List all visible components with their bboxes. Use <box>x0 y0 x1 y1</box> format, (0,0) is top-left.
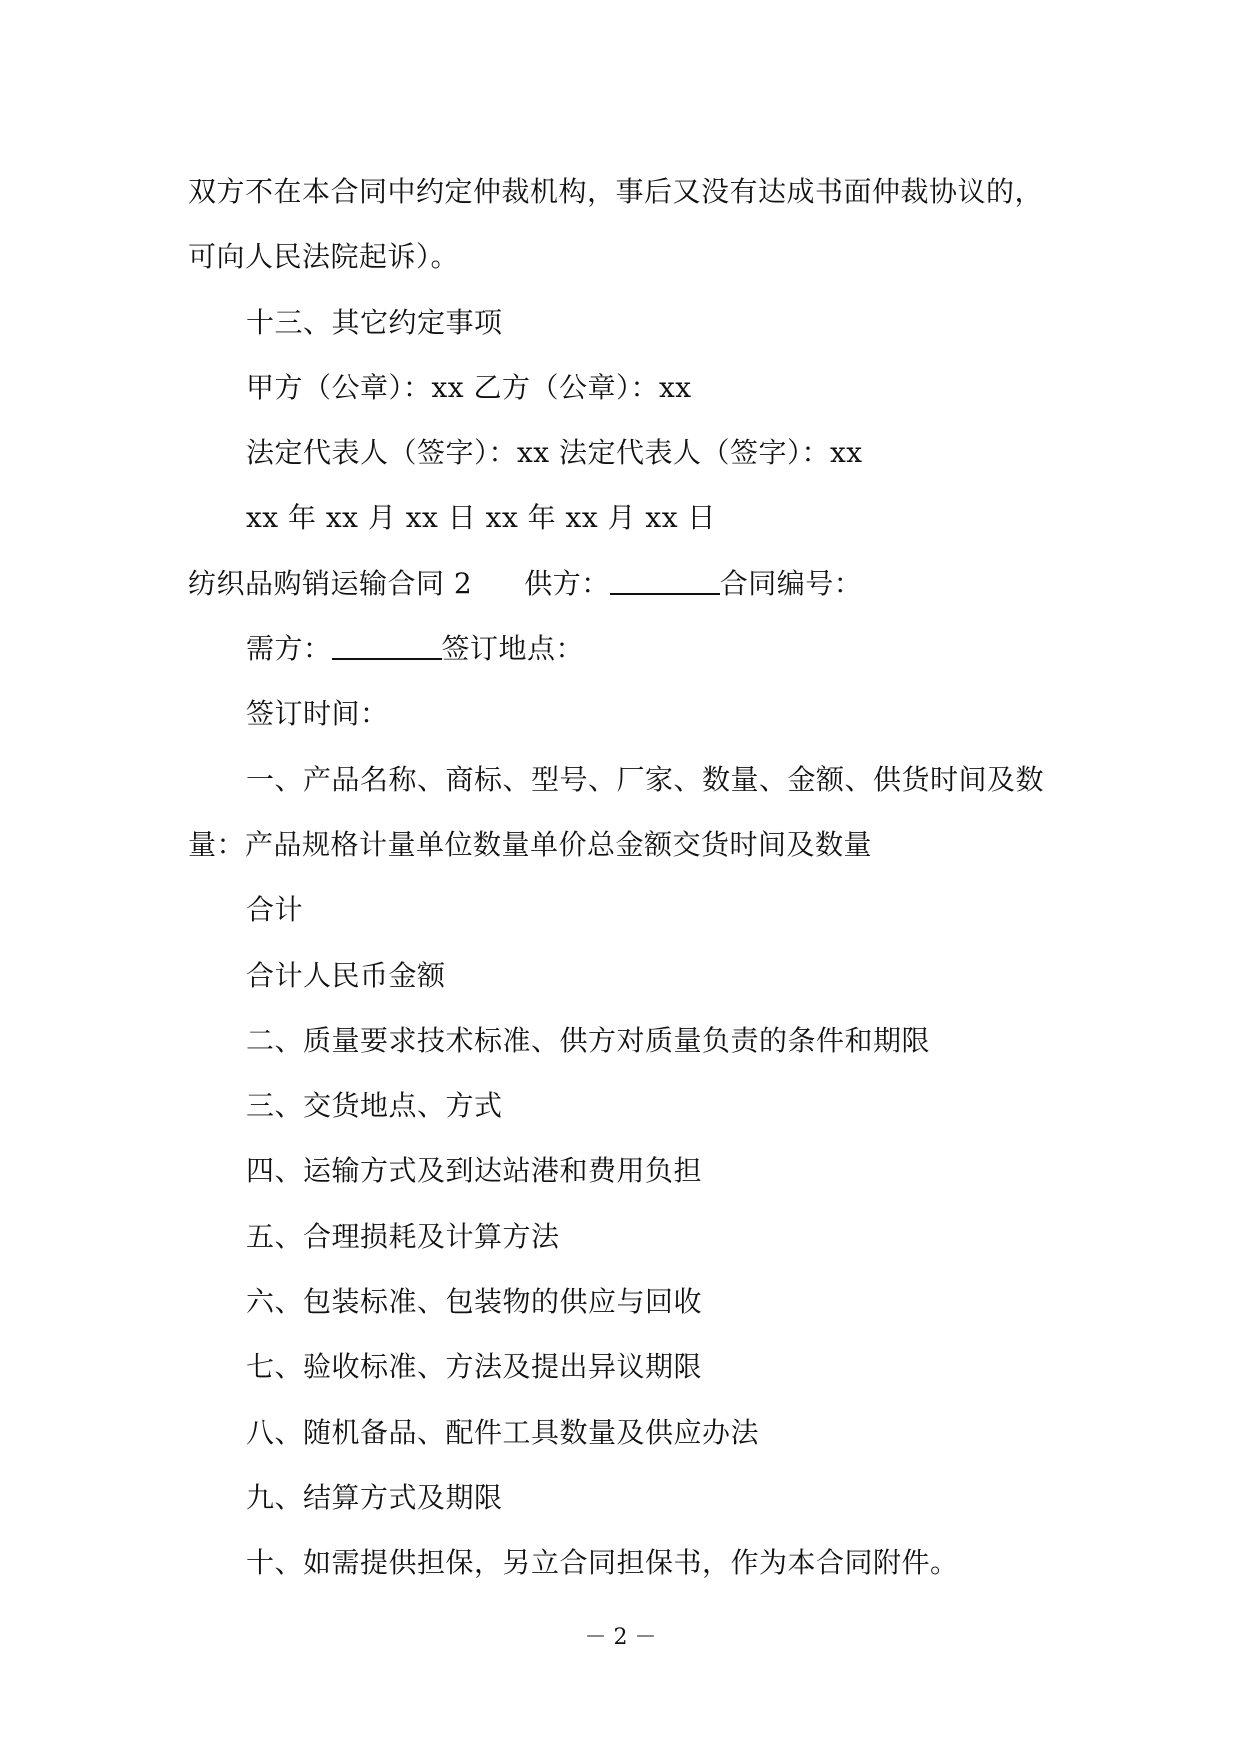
clause-line: 十、如需提供担保，另立合同担保书，作为本合同附件。 <box>246 1546 959 1580</box>
representative-line: 法定代表人（签字）：xx 法定代表人（签字）：xx <box>246 436 863 470</box>
buyer-label: 需方： <box>246 632 332 666</box>
clause-line: 八、随机备品、配件工具数量及供应办法 <box>246 1415 760 1449</box>
paragraph-line: 可向人民法院起诉）。 <box>188 240 460 274</box>
contract-header-line <box>188 551 1068 616</box>
clause-line: 三、交货地点、方式 <box>246 1089 503 1123</box>
clause-line: 合计 <box>246 893 304 927</box>
paragraph-line: 双方不在本合同中约定仲裁机构，事后又没有达成书面仲裁协议的， <box>188 175 1044 208</box>
buyer-blank <box>332 632 442 660</box>
clause-line: 四、运输方式及到达站港和费用负担 <box>246 1154 703 1188</box>
section-heading: 十三、其它约定事项 <box>246 305 503 339</box>
contract-title: 纺织品购销运输合同 2 <box>188 566 473 600</box>
clause-line: 量：产品规格计量单位数量单价总金额交货时间及数量 <box>188 827 873 861</box>
date-line: xx 年 xx 月 xx 日 xx 年 xx 月 xx 日 <box>246 501 716 535</box>
party-seal-line: 甲方（公章）：xx 乙方（公章）：xx <box>246 370 692 404</box>
clause-line: 二、质量要求技术标准、供方对质量负责的条件和期限 <box>246 1023 931 1057</box>
page-number: － 2 － <box>584 1625 657 1650</box>
buyer-line <box>188 616 1068 681</box>
supplier-label: 供方： <box>524 566 610 600</box>
sign-time-line: 签订时间： <box>246 697 389 731</box>
clause-line: 一、产品名称、商标、型号、厂家、数量、金额、供货时间及数 <box>246 762 1045 796</box>
clause-line: 七、验收标准、方法及提出异议期限 <box>246 1350 703 1384</box>
supplier-blank <box>610 567 720 595</box>
document-body <box>188 159 1068 1596</box>
contract-no-label: 合同编号： <box>719 566 863 600</box>
clause-line: 五、合理损耗及计算方法 <box>246 1219 560 1253</box>
sign-place-label: 签订地点： <box>441 632 585 666</box>
clause-line: 六、包装标准、包装物的供应与回收 <box>246 1285 703 1319</box>
clause-line: 九、结算方式及期限 <box>246 1480 503 1514</box>
clause-line: 合计人民币金额 <box>246 958 446 992</box>
